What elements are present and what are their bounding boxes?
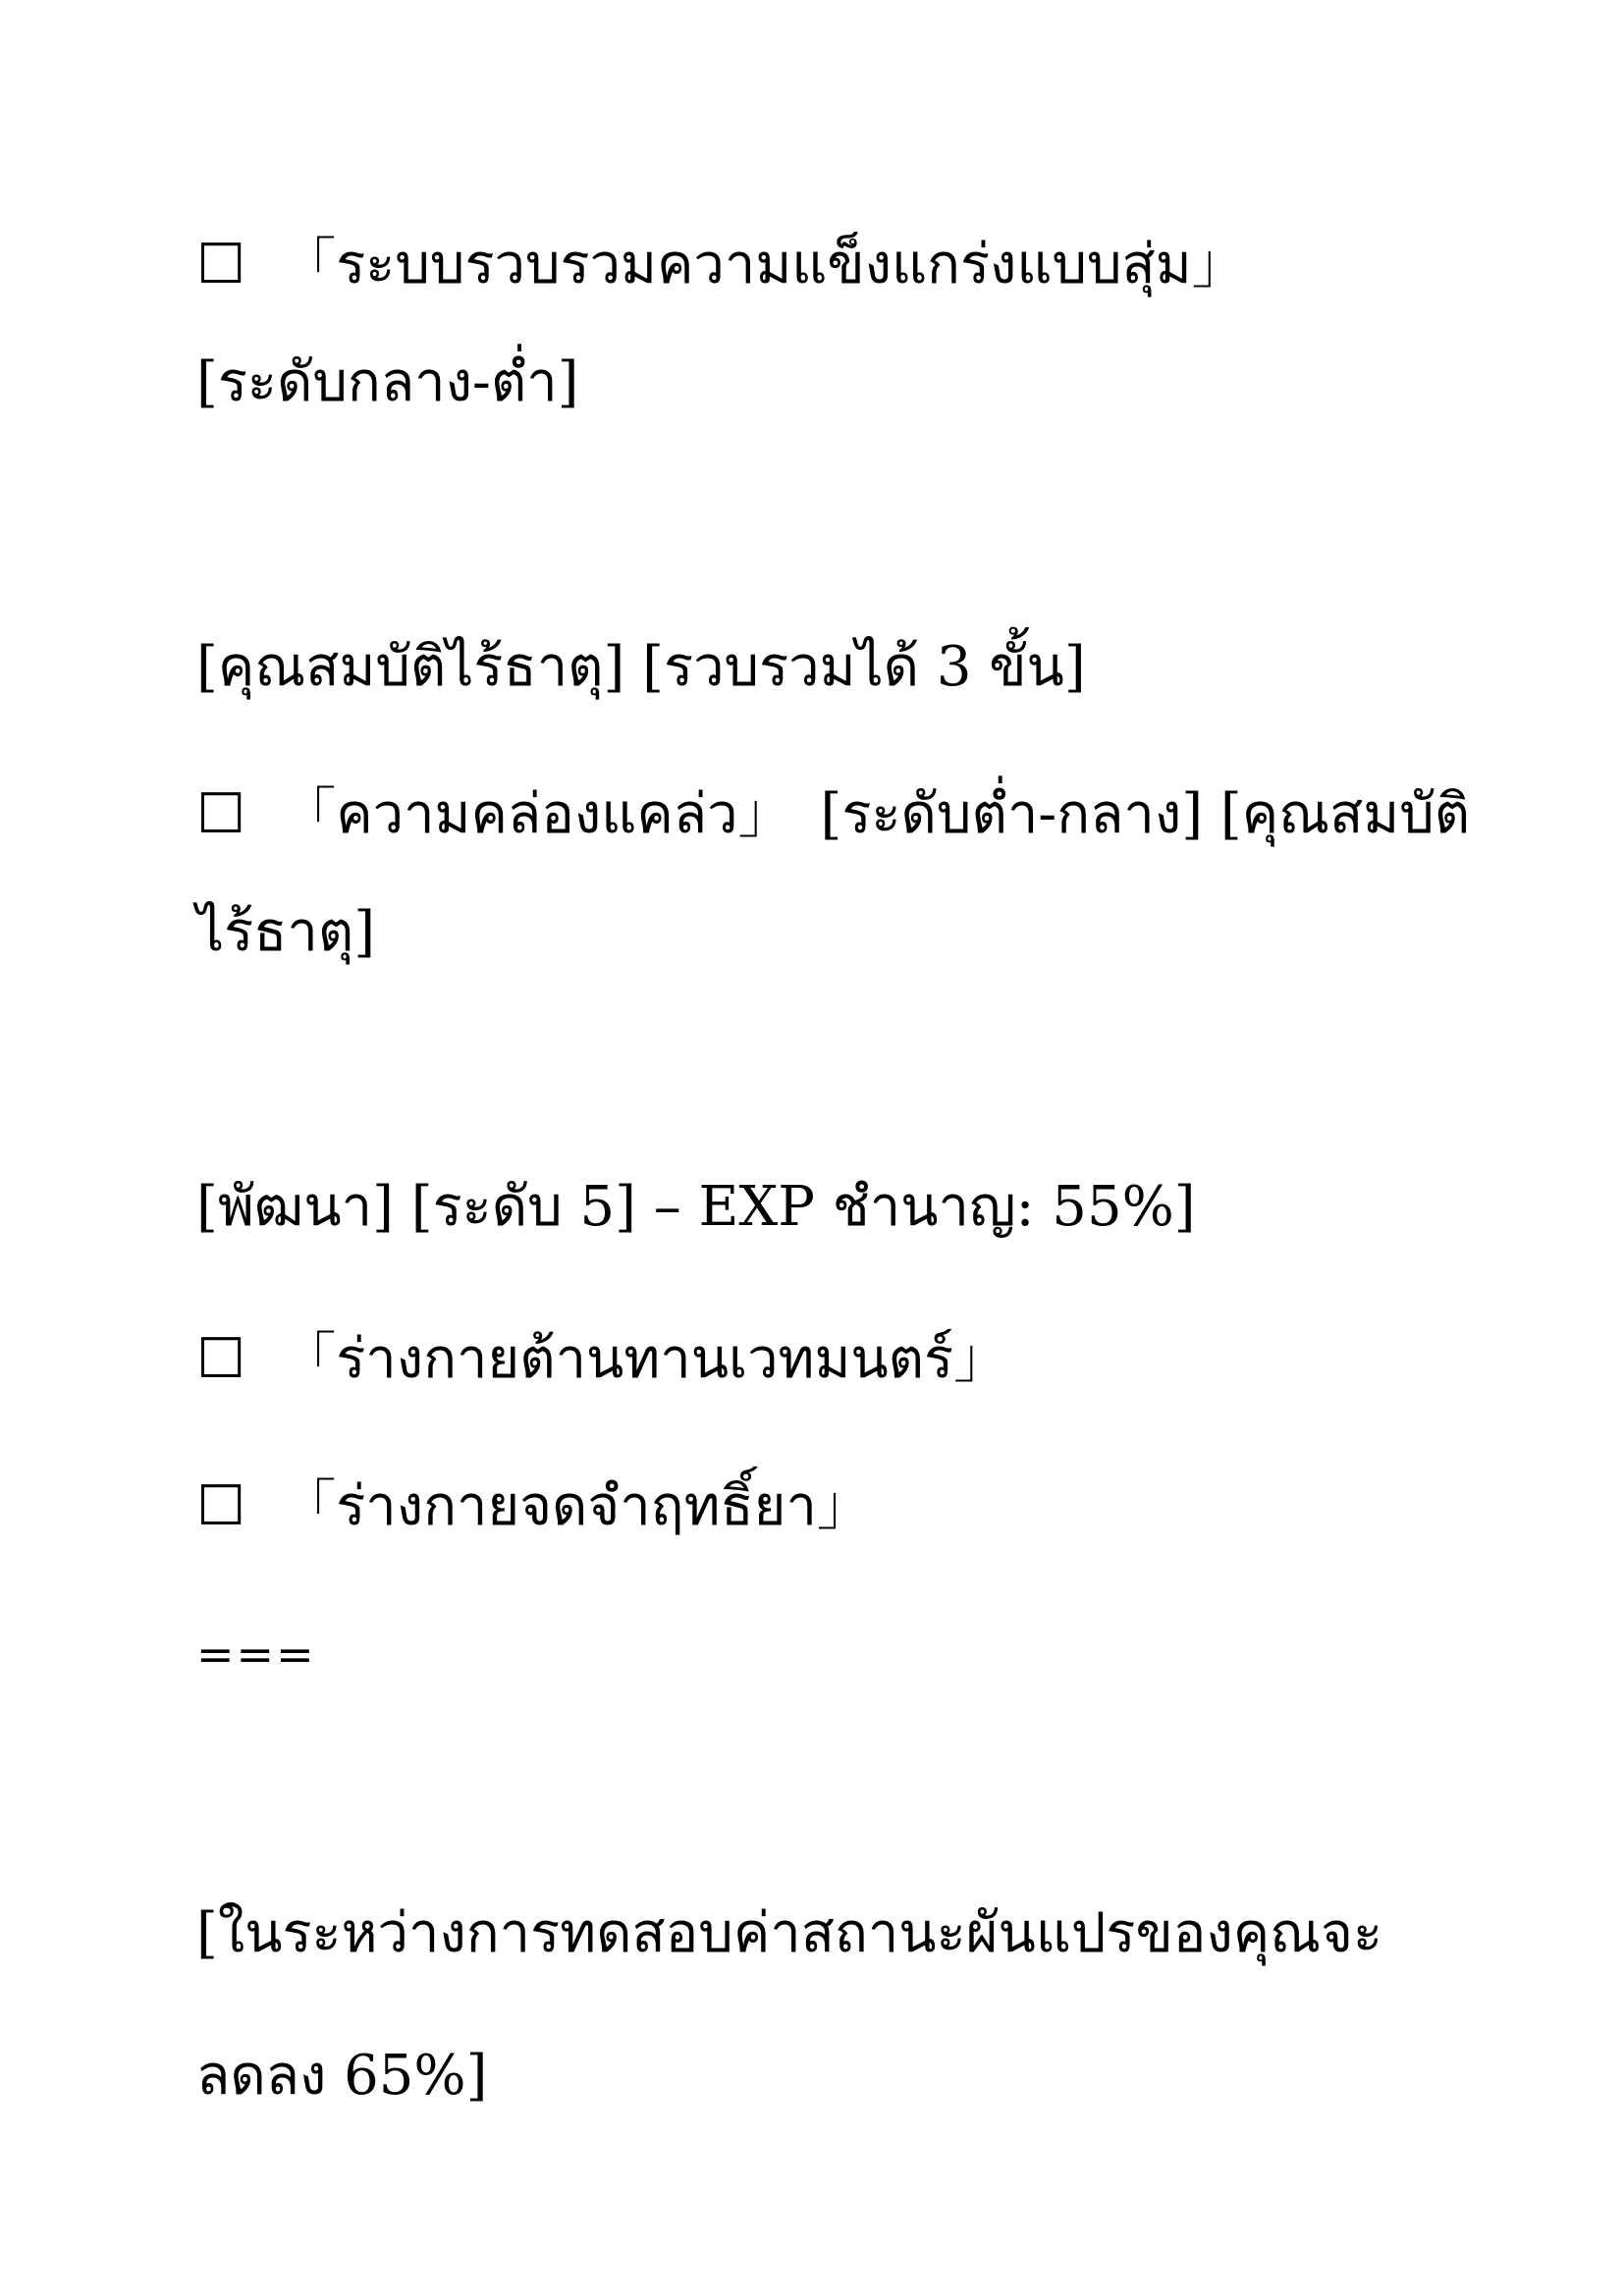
skill-title: 「ระบบรวบรวมความแข็งแกร่งแบบสุ่ม」 [281, 233, 1247, 296]
skill-line-potion-memory [196, 1468, 872, 1546]
skill-line-random-strength [196, 226, 1247, 304]
checkbox-icon: ☐ [196, 1327, 246, 1391]
skill-line-magic-resistance [196, 1320, 1008, 1399]
skill-title: 「ร่างกายจดจำฤทธิ์ยา」 [281, 1474, 872, 1538]
notice-line-continuation: ลดลง 65%] [196, 2044, 488, 2108]
skill-attribute-continuation: ไร้ธาตุ] [196, 900, 376, 964]
skill-title: 「ความคล่องแคล่ว」 [ระดับต่ำ-กลาง] [คุณสมบัติ [281, 782, 1471, 846]
notice-line: [ในระหว่างการทดสอบค่าสถานะผันแปรของคุณจะ [196, 1901, 1383, 1965]
skill-development-line: [พัฒนา] [ระดับ 5] – EXP ชำนาญ: 55%] [196, 1175, 1196, 1239]
skill-attribute-line: [คุณสมบัติไร้ธาตุ] [รวบรวมได้ 3 ขั้น] [196, 635, 1086, 699]
checkbox-icon: ☐ [196, 233, 246, 296]
section-separator: === [196, 1628, 316, 1681]
skill-line-agility [196, 775, 1470, 854]
checkbox-icon: ☐ [196, 782, 246, 846]
checkbox-icon: ☐ [196, 1474, 246, 1538]
skill-title: 「ร่างกายต้านทานเวทมนตร์」 [281, 1327, 1009, 1391]
skill-rank-line: [ระดับกลาง-ต่ำ] [196, 350, 579, 414]
